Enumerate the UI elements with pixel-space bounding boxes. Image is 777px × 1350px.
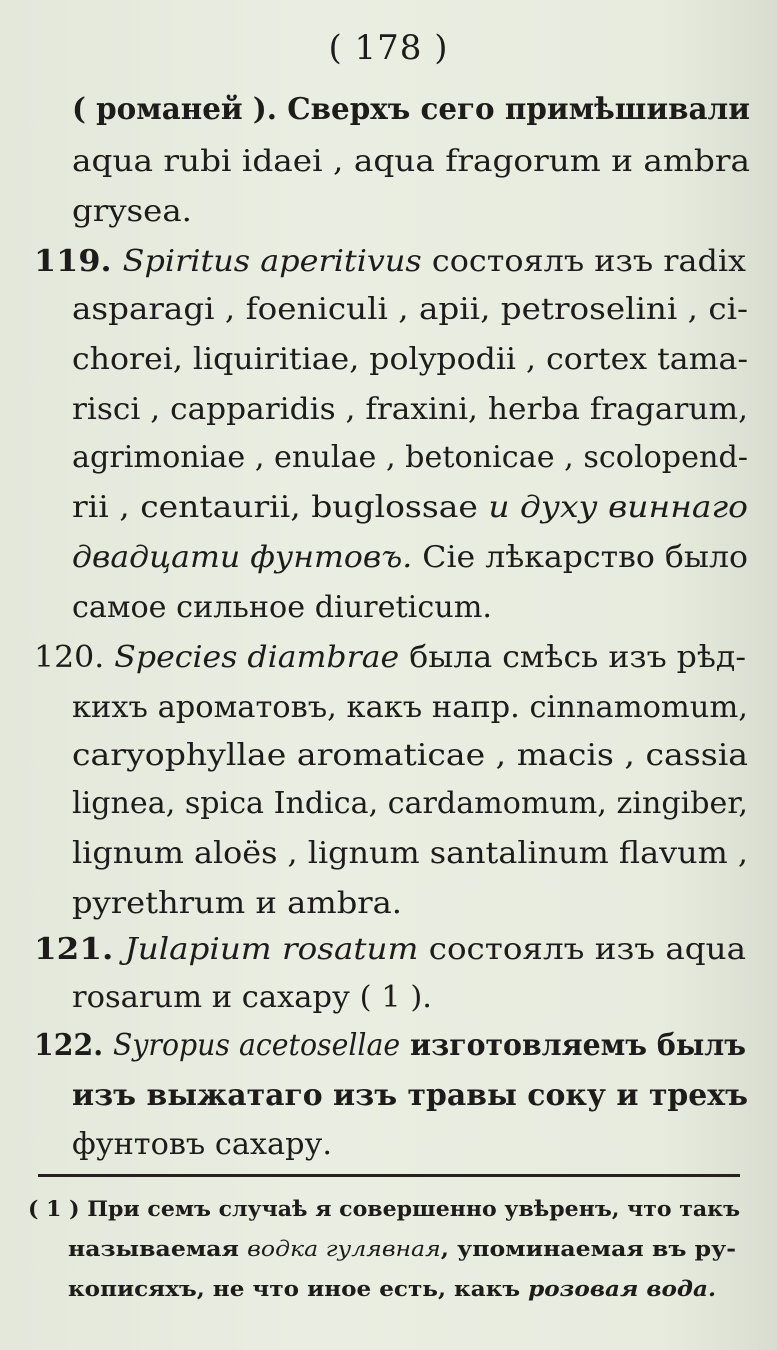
body-text: chorei, liquiritiae, polypodii , cortex tama- <box>72 342 748 377</box>
body-text: двадцати фунтовъ. <box>72 540 413 575</box>
body-text: asparagi , foeniculi , apii, petroselini , ci- <box>72 292 748 327</box>
body-line <box>34 932 746 967</box>
footnote-text: кописяхъ, не что иное есть, какъ <box>68 1276 529 1301</box>
footnote-text: ( 1 ) При семъ случаѣ я совершенно увѣренъ, что такъ <box>28 1196 740 1221</box>
footnote-line <box>28 1198 740 1220</box>
body-text: 122. <box>34 1028 113 1063</box>
page-number: ( 178 ) <box>328 28 449 68</box>
body-text: rii , centaurii, buglossae <box>72 490 489 525</box>
body-line <box>72 738 748 773</box>
body-text: grysea. <box>72 194 192 229</box>
body-text: lignum aloës , lignum santalinum flavum , <box>72 836 749 871</box>
body-text: Julapium rosatum <box>124 932 419 967</box>
body-line <box>72 1127 332 1162</box>
footnote-text: , упоминаемая въ ру- <box>440 1236 736 1261</box>
body-line <box>72 836 749 871</box>
body-text: изготовляемъ былъ <box>400 1028 746 1063</box>
body-line <box>72 1078 748 1113</box>
body-text: Syropus acetosellae <box>112 1028 401 1063</box>
body-text: изъ выжатаго изъ травы соку и трехъ <box>72 1078 748 1113</box>
body-text: самое сильное diureticum. <box>72 590 492 625</box>
body-text: Species diambrae <box>114 640 400 675</box>
body-line <box>72 540 748 575</box>
body-text: была смѣсь изъ рѣд- <box>399 640 746 675</box>
body-text: Spiritus aperitivus <box>122 244 422 279</box>
body-line <box>34 1028 746 1063</box>
body-text: фунтовъ сахару. <box>72 1127 332 1162</box>
footnote-divider <box>38 1174 740 1177</box>
body-text: 121. <box>34 932 125 967</box>
body-line <box>72 786 748 821</box>
body-text: и духу виннаго <box>488 490 748 525</box>
footnote-text: называемая <box>68 1236 248 1261</box>
body-line <box>72 92 750 127</box>
body-line <box>72 886 402 921</box>
body-line <box>72 194 192 229</box>
body-line <box>34 244 747 279</box>
body-text: rosarum и сахару ( 1 ). <box>72 980 432 1015</box>
footnote-line <box>68 1238 736 1260</box>
body-line <box>72 440 748 475</box>
body-line <box>72 342 748 377</box>
body-text: состоялъ изъ radix <box>421 244 747 279</box>
body-line <box>72 292 748 327</box>
body-line <box>72 980 432 1015</box>
body-text: aqua rubi idaei , aqua fragorum и ambra <box>72 144 750 179</box>
body-text: состоялъ изъ aqua <box>418 932 746 967</box>
body-line <box>72 490 748 525</box>
body-line <box>72 690 748 725</box>
body-text: pyrethrum и ambra. <box>72 886 402 921</box>
body-text: lignea, spica Indica, cardamomum, zingiber, <box>72 786 748 821</box>
body-text: Сверхъ сего примѣшивали <box>287 92 750 127</box>
body-line <box>72 144 750 179</box>
body-text: caryophyllae aromaticae , macis , cassia <box>72 738 748 773</box>
footnote-line <box>68 1278 716 1300</box>
body-text: 119. <box>34 244 123 279</box>
body-text: 120. <box>34 640 115 675</box>
body-line <box>72 590 492 625</box>
body-text: risci , capparidis , fraxini, herba fragarum, <box>72 392 748 427</box>
body-text: agrimoniae , enulae , betonicae , scolopend- <box>72 440 748 475</box>
body-text: кихъ ароматовъ, какъ напр. cinnamomum, <box>72 690 748 725</box>
body-text: ( романей ). <box>72 92 288 127</box>
footnote-text: водка гулявная <box>247 1237 441 1261</box>
body-line <box>34 640 746 675</box>
body-text: Сіе лѣкарство было <box>412 540 748 575</box>
footnote-text: розовая водa. <box>528 1276 716 1301</box>
body-line <box>72 392 748 427</box>
